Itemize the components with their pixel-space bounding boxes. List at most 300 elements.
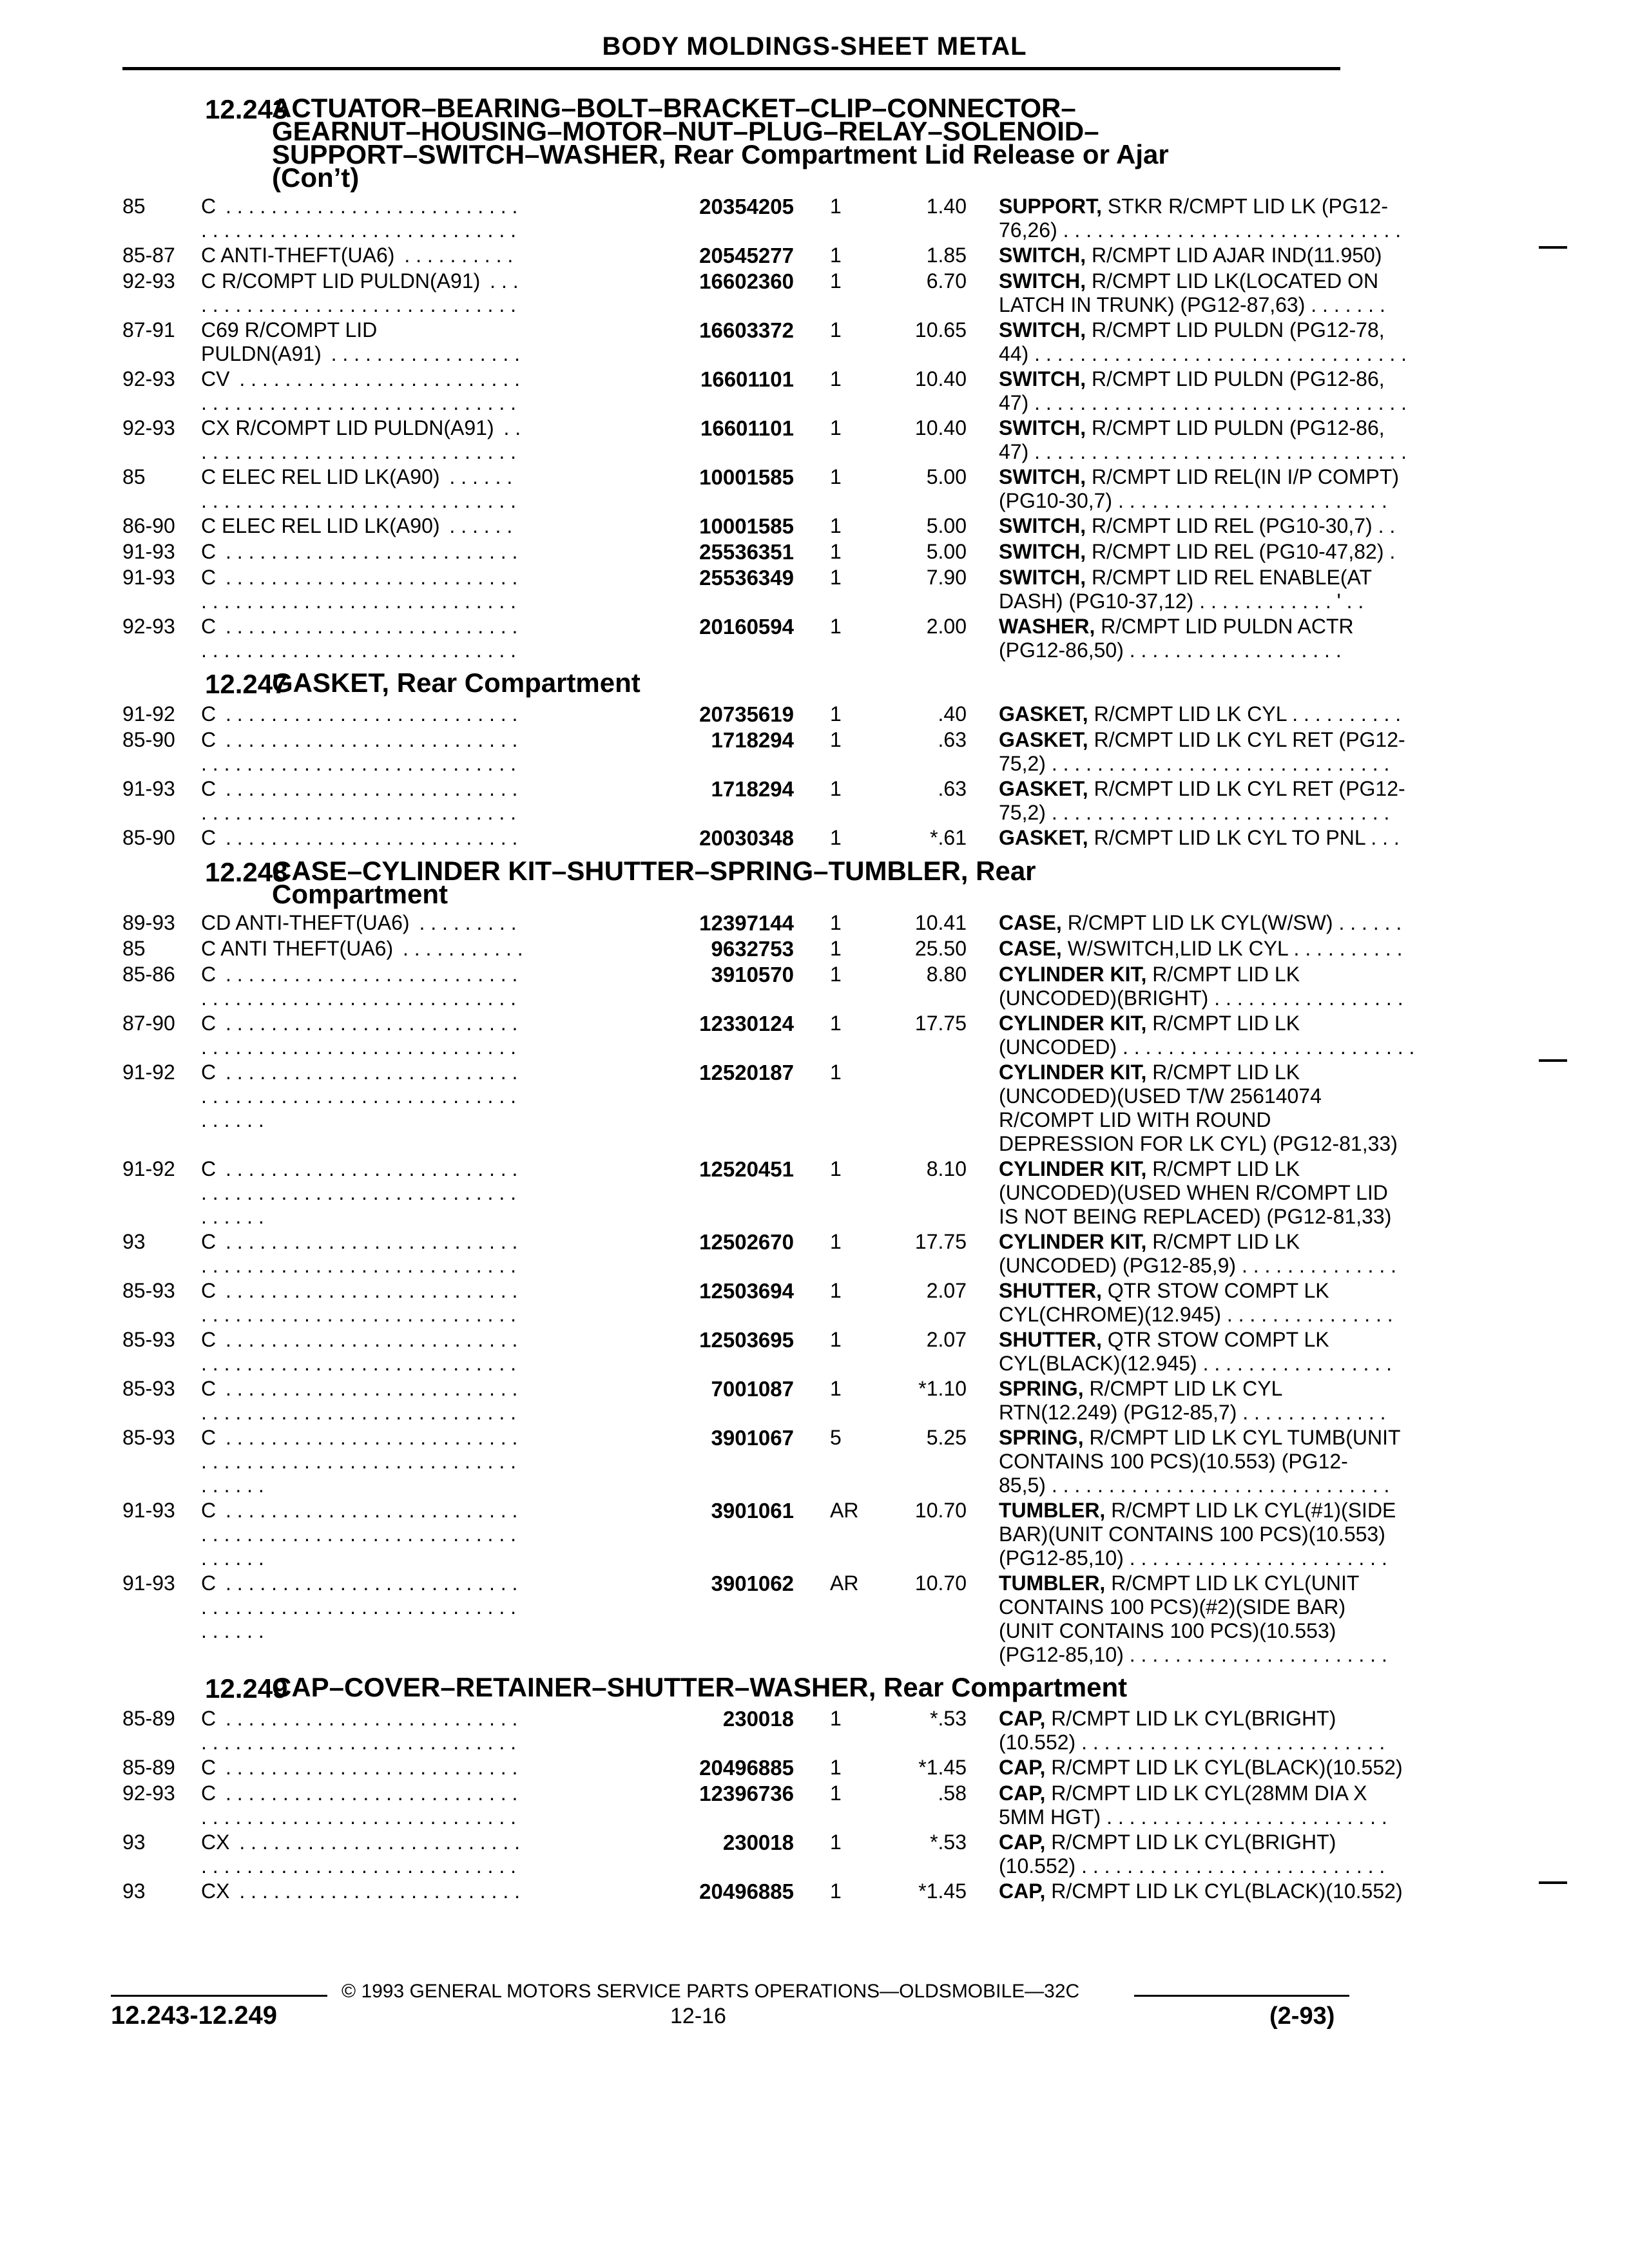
usage-description	[201, 1377, 523, 1425]
part-description	[999, 615, 1450, 662]
price: *.61	[930, 826, 967, 849]
table-row	[122, 540, 1396, 564]
price: 5.00	[926, 540, 967, 563]
usage-text: C	[201, 1061, 220, 1084]
price: 10.40	[914, 416, 967, 439]
price: 8.80	[926, 963, 967, 986]
part-name: GASKET,	[999, 777, 1088, 800]
part-detail: R/CMPT LID REL ENABLE(AT DASH) (PG10-37,12) . . . . . . . . . . . . ' . .	[999, 566, 1373, 613]
quantity: 1	[830, 937, 842, 960]
part-detail: R/CMPT LID PULDN (PG12-86, 47) . . . . . . . . . . . . . . . . . . . . . . . . . . . . . . . . .	[999, 416, 1407, 463]
leader-dots: . . . . . . . . . . . . . . . . . . . . . . . . . . . . . . . . . . . . . . . . . . . . . . . . . . . . . .	[201, 1328, 518, 1375]
part-description	[999, 728, 1450, 776]
part-name: CAP,	[999, 1756, 1046, 1779]
table-row	[122, 1230, 1396, 1278]
price: 10.70	[914, 1499, 967, 1522]
part-description	[999, 826, 1450, 850]
quantity: 1	[830, 367, 842, 390]
part-description	[999, 1328, 1450, 1376]
quantity: 1	[830, 1879, 842, 1903]
part-detail: R/CMPT LID LK CYL(28MM DIA X 5MM HGT) . . . . . . . . . . . . . . . . . . . . . . . . .	[999, 1782, 1387, 1829]
usage-description	[201, 1230, 523, 1278]
part-name: SWITCH,	[999, 514, 1086, 537]
usage-description	[201, 1499, 523, 1570]
table-row	[122, 514, 1396, 539]
part-description	[999, 1279, 1450, 1327]
usage-text: C	[201, 1499, 220, 1522]
quantity: 1	[830, 826, 842, 849]
model-years: 91-92	[122, 1157, 175, 1180]
model-years: 85	[122, 937, 146, 960]
table-row	[122, 1756, 1403, 1780]
part-number: 12520451	[699, 1157, 794, 1181]
section-header	[122, 856, 1347, 909]
part-description	[999, 1707, 1450, 1754]
quantity: 1	[830, 1157, 842, 1180]
part-number: 20545277	[699, 244, 794, 267]
quantity: 1	[830, 1061, 842, 1084]
quantity: 1	[830, 1328, 842, 1351]
part-description	[999, 244, 1450, 267]
table-row	[122, 269, 1385, 317]
table-row	[122, 1377, 1386, 1425]
table-row	[122, 937, 1403, 961]
part-description	[999, 1157, 1450, 1229]
part-number: 25536351	[699, 540, 794, 564]
leader-dots: . . . . . . . . . . . . . . . . . . . . . . . . . .	[226, 1756, 518, 1779]
part-number: 12520187	[699, 1061, 794, 1084]
price: *1.45	[918, 1756, 967, 1779]
usage-text: C	[201, 963, 220, 986]
quantity: 1	[830, 1831, 842, 1854]
price: 2.00	[926, 615, 967, 638]
table-row	[122, 318, 1407, 366]
usage-text: C ELEC REL LID LK(A90)	[201, 465, 444, 488]
usage-description	[201, 777, 523, 825]
model-years: 92-93	[122, 615, 175, 638]
margin-mark	[1539, 1881, 1567, 1884]
usage-text: CX R/COMPT LID PULDN(A91)	[201, 416, 498, 439]
leader-dots: . . . . . . . . . . . . . . . . . . . . . . . . . . . . . . . . . . . . . . . . . . . . . . . . . . . . . . . . . . . .	[201, 1499, 518, 1570]
part-name: WASHER,	[999, 615, 1095, 638]
part-description	[999, 777, 1450, 825]
part-number: 16601101	[700, 367, 794, 391]
usage-text: C69 R/COMPT LID PULDN(A91)	[201, 318, 378, 365]
quantity: 1	[830, 963, 842, 986]
quantity: 1	[830, 702, 842, 726]
table-row	[122, 615, 1354, 662]
part-number: 12503694	[699, 1279, 794, 1303]
part-number: 230018	[722, 1831, 794, 1854]
usage-text: C	[201, 702, 220, 726]
quantity: 1	[830, 566, 842, 589]
part-detail: STKR R/CMPT LID LK (PG12- 76,26) . . . . . . . . . . . . . . . . . . . . . . . . . . . . . .	[999, 195, 1402, 242]
part-number: 16602360	[699, 269, 794, 293]
table-row	[122, 1707, 1385, 1754]
part-detail: QTR STOW COMPT LK CYL(BLACK)(12.945) . . . . . . . . . . . . . . . . .	[999, 1328, 1392, 1375]
model-years: 93	[122, 1879, 146, 1903]
model-years: 91-93	[122, 1571, 175, 1595]
leader-dots: . . . . . . . . . .	[404, 244, 514, 267]
part-description	[999, 1377, 1450, 1425]
usage-description	[201, 937, 523, 961]
part-detail: R/CMPT LID REL (PG10-47,82) .	[1086, 540, 1396, 563]
table-row	[122, 1499, 1396, 1570]
part-number: 20735619	[699, 702, 794, 726]
table-row	[122, 416, 1407, 464]
usage-description	[201, 826, 523, 850]
table-row	[122, 1157, 1392, 1229]
leader-dots: . . . . . . . . . . . . . . . . . . . . . . . . . . . . . . . . . . . . . . . . . . . . . . . . . . . . . .	[201, 1782, 518, 1829]
usage-description	[201, 318, 523, 366]
leader-dots: . . . . . . . . . . . . . . . . . . . . . . . . . . . . . . . . . .	[201, 465, 516, 512]
part-number: 20496885	[699, 1879, 794, 1903]
part-number: 3901067	[711, 1426, 794, 1450]
part-description	[999, 514, 1450, 538]
price: 5.00	[926, 465, 967, 488]
price: *.53	[930, 1831, 967, 1854]
usage-description	[201, 1426, 523, 1497]
part-number: 12396736	[699, 1782, 794, 1805]
quantity: AR	[830, 1571, 859, 1595]
price: *1.10	[918, 1377, 967, 1400]
model-years: 85-89	[122, 1756, 175, 1779]
usage-description	[201, 963, 523, 1010]
part-name: CAP,	[999, 1831, 1046, 1854]
part-name: SWITCH,	[999, 367, 1086, 390]
table-row	[122, 1571, 1387, 1667]
usage-description	[201, 1571, 523, 1667]
model-years: 91-93	[122, 566, 175, 589]
part-description	[999, 416, 1450, 464]
price: *1.45	[918, 1879, 967, 1903]
usage-description	[201, 1279, 523, 1327]
usage-text: C	[201, 826, 220, 849]
part-name: GASKET,	[999, 728, 1088, 751]
leader-dots: . . . . . . . . . . . . . . . . . . . . . . . . . . . . . . . . . . . . . . . . . . . . . . . . . . . . . . . . . . . .	[201, 1426, 518, 1497]
model-years: 85-93	[122, 1426, 175, 1449]
usage-description	[201, 1012, 523, 1059]
section-number: 12.249	[205, 1673, 288, 1704]
leader-dots: . . . . . . . . . . . . . . . . . . . . . . . . . . . . . . . . . . . . . . . . . . . . . . . . . . . . . .	[201, 195, 518, 242]
part-description	[999, 1831, 1450, 1878]
quantity: 1	[830, 318, 842, 341]
part-name: SWITCH,	[999, 318, 1086, 341]
header-rule	[122, 67, 1340, 70]
part-name: SWITCH,	[999, 269, 1086, 293]
usage-text: C	[201, 1426, 220, 1449]
usage-description	[201, 514, 523, 538]
part-detail: R/CMPT LID LK (UNCODED)(USED WHEN R/COMPT LID IS NOT BEING REPLACED) (PG12-81,33)	[999, 1157, 1392, 1228]
part-detail: R/CMPT LID LK CYL(UNIT CONTAINS 100 PCS)(#2)(SIDE BAR) (UNIT CONTAINS 100 PCS)(10.553) (PG12-85,10) . . . . . . . . . . . . . . . . . . . . . . .	[999, 1571, 1387, 1666]
quantity: 1	[830, 777, 842, 800]
quantity: 1	[830, 1377, 842, 1400]
model-years: 85-87	[122, 244, 175, 267]
part-description	[999, 1061, 1450, 1156]
usage-description	[201, 465, 523, 513]
model-years: 85-89	[122, 1707, 175, 1730]
usage-description	[201, 911, 523, 935]
usage-text: C	[201, 728, 220, 751]
part-number: 20354205	[699, 195, 794, 218]
leader-dots: . . . . . . . . . . . . . . . . . . . . . . . . . . . . . . . . . . . . . . . . . . . . . . . . . . . . . . . . . . . .	[201, 1061, 518, 1131]
part-name: CAP,	[999, 1782, 1046, 1805]
part-number: 12502670	[699, 1230, 794, 1254]
part-description	[999, 1879, 1450, 1903]
price: 25.50	[914, 937, 967, 960]
table-row	[122, 465, 1400, 513]
usage-text: C R/COMPT LID PULDN(A91)	[201, 269, 484, 293]
usage-text: C	[201, 566, 220, 589]
part-detail: R/CMPT LID AJAR IND(11.950)	[1086, 244, 1382, 267]
part-detail: R/CMPT LID LK (UNCODED) . . . . . . . . . . . . . . . . . . . . . . . . . .	[999, 1012, 1415, 1059]
usage-description	[201, 702, 523, 726]
price: 5.00	[926, 514, 967, 537]
price: 5.25	[926, 1426, 967, 1449]
footer-date: (2-93)	[1269, 2003, 1335, 2030]
usage-text: C	[201, 540, 220, 563]
leader-dots: . . . . . . . . . . . . . . . . . . . . . . . . . .	[226, 826, 518, 849]
quantity: 1	[830, 195, 842, 218]
part-detail: R/CMPT LID LK CYL(BRIGHT) (10.552) . . . . . . . . . . . . . . . . . . . . . . . . . . .	[999, 1831, 1385, 1878]
usage-text: C	[201, 1279, 220, 1302]
leader-dots: . . . . . . . . . . . . . . . . . . . . . . . . . . . . . . . . . . . . . . . . . . . . . . . . . . . . . .	[201, 1377, 518, 1424]
price: 10.40	[914, 367, 967, 390]
part-description	[999, 1499, 1450, 1570]
model-years: 89-93	[122, 911, 175, 934]
section-title: GASKET, Rear Compartment	[272, 668, 641, 698]
usage-description	[201, 615, 523, 662]
usage-text: C ELEC REL LID LK(A90)	[201, 514, 444, 537]
usage-description	[201, 728, 523, 776]
leader-dots: . . . . . . . . . . . . . . . . . . . . . . . . .	[239, 1879, 520, 1903]
model-years: 85	[122, 195, 146, 218]
footer-rule-left	[111, 1995, 327, 1997]
part-number: 1718294	[711, 728, 794, 752]
usage-text: CX	[201, 1879, 233, 1903]
part-name: TUMBLER,	[999, 1499, 1106, 1522]
part-description	[999, 963, 1450, 1010]
quantity: 1	[830, 1782, 842, 1805]
part-detail: R/CMPT LID LK (UNCODED)(USED T/W 25614074 R/COMPT LID WITH ROUND DEPRESSION FOR LK CYL) (PG12-81,33)	[999, 1061, 1398, 1155]
part-name: CYLINDER KIT,	[999, 1157, 1147, 1180]
table-row	[122, 1012, 1415, 1059]
price: .40	[938, 702, 967, 726]
section-header	[122, 668, 1347, 699]
price: .63	[938, 728, 967, 751]
usage-text: C ANTI-THEFT(UA6)	[201, 244, 398, 267]
part-detail: R/CMPT LID LK CYL RTN(12.249) (PG12-85,7) . . . . . . . . . . . . .	[999, 1377, 1386, 1424]
leader-dots: . . . . . . . . . . . . . . . . . . . . . . . . . . . . . . . . . . . . . . . . . . . . . . . . . . . . . .	[201, 963, 518, 1010]
part-name: TUMBLER,	[999, 1571, 1106, 1595]
part-name: CAP,	[999, 1707, 1046, 1730]
part-description	[999, 540, 1450, 564]
table-row	[122, 702, 1402, 727]
part-number: 3910570	[711, 963, 794, 986]
model-years: 85-90	[122, 826, 175, 849]
quantity: 1	[830, 1230, 842, 1253]
leader-dots: . . . . . . . . . . . . . . . . . . . . . . . . . . . . . . . . . . . . . . . . . . . . . . . . . . . . .	[201, 367, 520, 414]
part-detail: R/CMPT LID LK CYL RET (PG12- 75,2) . . . . . . . . . . . . . . . . . . . . . . . . . . . . . .	[999, 777, 1405, 824]
part-description	[999, 195, 1450, 242]
part-detail: R/CMPT LID PULDN (PG12-78, 44) . . . . . . . . . . . . . . . . . . . . . . . . . . . . . . . . .	[999, 318, 1407, 365]
model-years: 91-92	[122, 702, 175, 726]
part-detail: R/CMPT LID PULDN ACTR (PG12-86,50) . . . . . . . . . . . . . . . . . . .	[999, 615, 1354, 662]
table-row	[122, 1831, 1385, 1878]
price: 17.75	[914, 1230, 967, 1253]
leader-dots: . . . . . . . . . . . . . . . . .	[331, 342, 520, 365]
price: 10.70	[914, 1571, 967, 1595]
part-detail: R/CMPT LID LK CYL(BLACK)(10.552)	[1045, 1879, 1403, 1903]
part-detail: R/CMPT LID LK CYL(#1)(SIDE BAR)(UNIT CONTAINS 100 PCS)(10.553) (PG12-85,10) . . . . . . . . . . . . . . . . . . . . . . .	[999, 1499, 1396, 1570]
table-row	[122, 963, 1403, 1010]
price: *.53	[930, 1707, 967, 1730]
model-years: 85-93	[122, 1279, 175, 1302]
usage-text: C ANTI THEFT(UA6)	[201, 937, 397, 960]
table-row	[122, 1279, 1393, 1327]
leader-dots: . . . . . . . . . . . . . . . . . . . . . . . . . . . . . .	[201, 416, 521, 463]
usage-text: C	[201, 1230, 220, 1253]
part-number: 20496885	[699, 1756, 794, 1780]
part-name: SWITCH,	[999, 416, 1086, 439]
part-name: CYLINDER KIT,	[999, 963, 1147, 986]
usage-description	[201, 244, 523, 267]
part-description	[999, 465, 1450, 513]
part-number: 25536349	[699, 566, 794, 590]
part-detail: R/CMPT LID LK (UNCODED)(BRIGHT) . . . . . . . . . . . . . . . . .	[999, 963, 1403, 1010]
part-detail: R/CMPT LID PULDN (PG12-86, 47) . . . . . . . . . . . . . . . . . . . . . . . . . . . . . . . . .	[999, 367, 1407, 414]
leader-dots: . . . . . . . . . . . . . . . . . . . . . . . . . . . . . . . . . . . . . . . . . . . . . . . . . . . . . .	[201, 566, 518, 613]
part-detail: R/CMPT LID LK CYL TO PNL . . .	[1088, 826, 1400, 849]
part-detail: R/CMPT LID LK CYL(BRIGHT) (10.552) . . . . . . . . . . . . . . . . . . . . . . . . . . .	[999, 1707, 1385, 1754]
table-row	[122, 1061, 1398, 1156]
usage-text: C	[201, 1782, 220, 1805]
part-detail: R/CMPT LID LK CYL RET (PG12- 75,2) . . . . . . . . . . . . . . . . . . . . . . . . . . . . . .	[999, 728, 1405, 775]
quantity: 1	[830, 540, 842, 563]
usage-text: C	[201, 615, 220, 638]
leader-dots: . . . . . . . . . . . . . . . . . . . . . . . . . . . . . . . . . . . . . . . . . . . . . . . . . . . . . . . . . . . .	[201, 1571, 518, 1642]
part-description	[999, 937, 1450, 961]
margin-mark	[1539, 246, 1567, 249]
part-number: 230018	[722, 1707, 794, 1731]
price: 10.65	[914, 318, 967, 341]
part-number: 20160594	[699, 615, 794, 639]
part-number: 16603372	[699, 318, 794, 342]
usage-description	[201, 1831, 523, 1878]
usage-description	[201, 1328, 523, 1376]
quantity: 1	[830, 269, 842, 293]
part-number: 12397144	[699, 911, 794, 935]
quantity: 1	[830, 465, 842, 488]
quantity: 5	[830, 1426, 842, 1449]
part-description	[999, 1012, 1450, 1059]
part-description	[999, 367, 1450, 415]
section-title: CASE–CYLINDER KIT–SHUTTER–SPRING–TUMBLER, Rear Compartment	[272, 856, 1036, 909]
price: .63	[938, 777, 967, 800]
usage-text: C	[201, 1377, 220, 1400]
part-detail: R/CMPT LID LK CYL . . . . . . . . . .	[1088, 702, 1402, 726]
leader-dots: . . . . . . . . . . . . . . . . . . . . . . . . . . . . . . .	[201, 269, 519, 316]
model-years: 85	[122, 465, 146, 488]
price: 2.07	[926, 1328, 967, 1351]
part-name: SHUTTER,	[999, 1279, 1102, 1302]
table-row	[122, 367, 1407, 415]
leader-dots: . . . . . .	[449, 514, 513, 537]
part-description	[999, 1426, 1450, 1497]
part-detail: R/CMPT LID LK CYL(BLACK)(10.552)	[1045, 1756, 1403, 1779]
usage-description	[201, 1756, 523, 1780]
model-years: 92-93	[122, 269, 175, 293]
model-years: 91-93	[122, 777, 175, 800]
part-detail: QTR STOW COMPT LK CYL(CHROME)(12.945) . . . . . . . . . . . . . . .	[999, 1279, 1393, 1326]
part-number: 10001585	[699, 514, 794, 538]
leader-dots: . . . . . . . . . . . . . . . . . . . . . . . . . . . . . . . . . . . . . . . . . . . . . . . . . . . . . .	[201, 1230, 518, 1277]
table-row	[122, 1426, 1401, 1497]
page-title: BODY MOLDINGS-SHEET METAL	[602, 32, 1027, 61]
part-detail: W/SWITCH,LID LK CYL . . . . . . . . . .	[1061, 937, 1403, 960]
model-years: 87-91	[122, 318, 175, 341]
usage-description	[201, 367, 523, 415]
usage-description	[201, 566, 523, 613]
table-row	[122, 1328, 1392, 1376]
section-header	[122, 93, 1347, 193]
leader-dots: . . . . . . . . . . . . . . . . . . . . . . . . . . . . . . . . . . . . . . . . . . . . . . . . . . . . . .	[201, 1707, 518, 1754]
part-name: CYLINDER KIT,	[999, 1012, 1147, 1035]
table-row	[122, 1879, 1403, 1904]
part-name: GASKET,	[999, 702, 1088, 726]
price: 1.85	[926, 244, 967, 267]
leader-dots: . . . . . . . . . . .	[402, 937, 523, 960]
quantity: 1	[830, 1707, 842, 1730]
leader-dots: . . . . . . . . . . . . . . . . . . . . . . . . . . . . . . . . . . . . . . . . . . . . . . . . . . . . . .	[201, 1012, 518, 1059]
usage-text: C	[201, 195, 220, 218]
quantity: 1	[830, 244, 842, 267]
part-detail: R/CMPT LID REL (PG10-30,7) . .	[1086, 514, 1396, 537]
usage-text: CV	[201, 367, 233, 390]
section-header	[122, 1672, 1347, 1704]
catalog-content	[122, 88, 1415, 1905]
quantity: 1	[830, 728, 842, 751]
model-years: 93	[122, 1230, 146, 1253]
table-row	[122, 777, 1405, 825]
section-title: CAP–COVER–RETAINER–SHUTTER–WASHER, Rear Compartment	[272, 1672, 1128, 1702]
footer-page-number: 12-16	[670, 2004, 726, 2028]
part-number: 12330124	[699, 1012, 794, 1035]
part-number: 12503695	[699, 1328, 794, 1352]
part-description	[999, 269, 1450, 317]
part-description	[999, 318, 1450, 366]
usage-description	[201, 1061, 523, 1156]
leader-dots: . . . . . . . . . . . . . . . . . . . . . . . . . . . . . . . . . . . . . . . . . . . . . . . . . . . . . . . . . . . .	[201, 1157, 518, 1228]
model-years: 85-90	[122, 728, 175, 751]
usage-text: C	[201, 777, 220, 800]
footer-rule-right	[1134, 1995, 1349, 1997]
usage-description	[201, 1782, 523, 1829]
usage-description	[201, 269, 523, 317]
part-description	[999, 1571, 1450, 1667]
usage-text: C	[201, 1328, 220, 1351]
price: 17.75	[914, 1012, 967, 1035]
part-name: CYLINDER KIT,	[999, 1061, 1147, 1084]
part-number: 9632753	[711, 937, 794, 961]
usage-description	[201, 1879, 523, 1903]
part-detail: R/CMPT LID LK CYL(W/SW) . . . . . .	[1061, 911, 1402, 934]
model-years: 92-93	[122, 416, 175, 439]
quantity: 1	[830, 1012, 842, 1035]
model-years: 86-90	[122, 514, 175, 537]
part-number: 3901062	[711, 1571, 794, 1595]
part-detail: R/CMPT LID LK (UNCODED) (PG12-85,9) . . . . . . . . . . . . . .	[999, 1230, 1396, 1277]
